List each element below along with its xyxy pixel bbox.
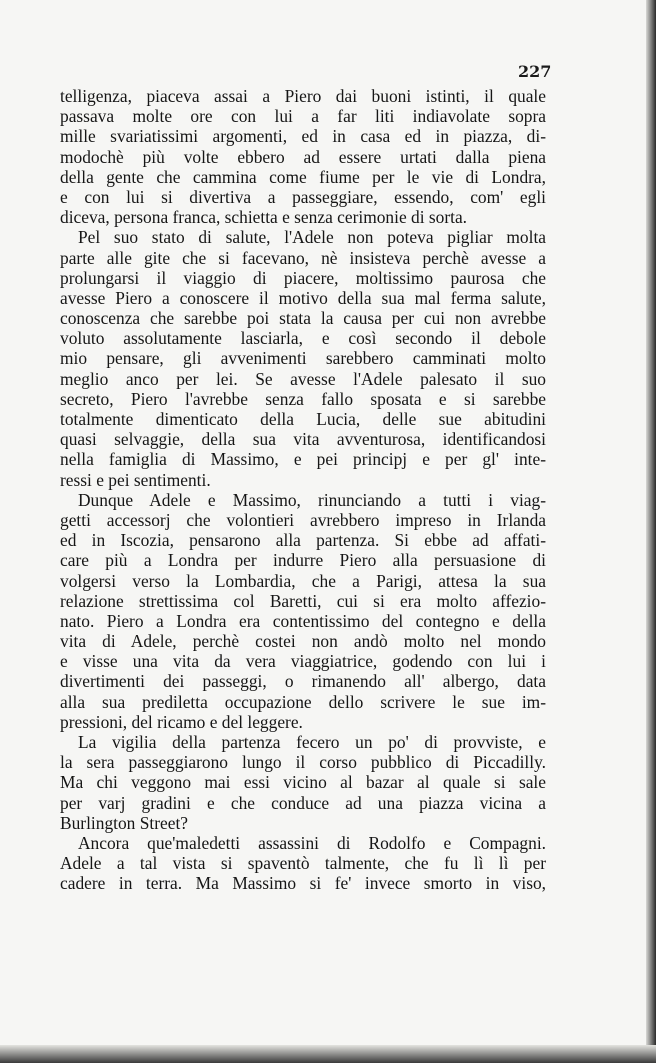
text-line: nella famiglia di Massimo, e pei principj e per gl' inte-	[60, 449, 546, 470]
text-line: passava molte ore con lui a far liti indiavolate sopra	[60, 106, 546, 127]
body-text	[60, 86, 546, 894]
paragraph	[60, 86, 546, 227]
text-line: nato. Piero a Londra era contentissimo del contegno e della	[60, 610, 546, 631]
text-line: modochè più volte ebbero ad essere urtati dalla piena	[60, 146, 546, 167]
text-line: getti accessorj che volontieri avrebbero impreso in Irlanda	[60, 509, 546, 530]
text-line: La vigilia della partenza fecero un po' di provviste, e	[78, 732, 546, 752]
text-line: volgersi verso la Lombardia, che a Parigi, attesa la sua	[60, 570, 546, 591]
text-line: parte alle gite che si facevano, nè insisteva perchè avesse a	[60, 247, 546, 268]
paragraph	[60, 490, 546, 732]
text-line: prolungarsi il viaggio di piacere, moltissimo paurosa che	[60, 267, 546, 288]
text-line: della gente che cammina come fiume per le vie di Londra,	[60, 166, 546, 187]
text-line: per varj gradini e che conduce ad una piazza vicina a	[60, 792, 546, 813]
page-edge-shadow	[646, 0, 656, 1063]
text-line: e visse una vita da vera viaggiatrice, godendo con lui i	[60, 651, 546, 672]
text-line: diceva, persona franca, schietta e senza cerimonie di sorta.	[60, 207, 468, 228]
text-line: care più a Londra per indurre Piero alla persuasione di	[60, 550, 546, 571]
text-line: Dunque Adele e Massimo, rinunciando a tutti i viag-	[78, 489, 546, 510]
text-line: la sera passeggiarono lungo il corso pubblico di Piccadilly.	[60, 752, 546, 773]
text-line: Pel suo stato di salute, l'Adele non poteva pigliar molta	[78, 227, 546, 248]
text-line: cadere in terra. Ma Massimo si fe' invece smorto in viso,	[60, 873, 546, 894]
paragraph	[60, 732, 546, 833]
text-line: conoscenza che sarebbe poi stata la causa per cui non avrebbe	[60, 308, 546, 329]
text-line: totalmente dimenticato della Lucia, delle sue abitudini	[60, 409, 546, 429]
text-line: vita di Adele, perchè costei non andò molto nel mondo	[60, 631, 546, 652]
text-line: alla sua prediletta occupazione dello scrivere le sue im-	[60, 691, 546, 712]
paragraph	[60, 227, 546, 489]
text-line: voluto assolutamente lasciarla, e così secondo il debole	[60, 328, 546, 349]
paragraph	[60, 833, 546, 894]
text-line: e con lui si divertiva a passeggiare, essendo, com' egli	[60, 186, 546, 207]
text-line: telligenza, piaceva assai a Piero dai buoni istinti, il quale	[60, 86, 546, 106]
text-line: pressioni, del ricamo e del leggere.	[60, 711, 303, 732]
text-line: relazione strettissima col Baretti, cui si era molto affezio-	[60, 590, 546, 611]
text-line: ressi e pei sentimenti.	[60, 469, 211, 490]
text-line: meglio anco per lei. Se avesse l'Adele palesato il suo	[60, 368, 546, 389]
page-number: 227	[518, 62, 552, 81]
text-line: mio pensare, gli avvenimenti sarebbero camminati molto	[60, 348, 546, 369]
text-line: avesse Piero a conoscere il motivo della sua mal ferma salute,	[60, 287, 546, 308]
text-line: ed in Iscozia, pensarono alla partenza. Si ebbe ad affati-	[60, 530, 546, 551]
text-line: quasi selvaggie, della sua vita avventurosa, identificandosi	[60, 429, 546, 450]
text-line: divertimenti dei passeggi, o rimanendo all' albergo, data	[60, 671, 546, 692]
text-line: Ancora que'maledetti assassini di Rodolfo e Compagni.	[78, 832, 546, 853]
page-bottom-shadow	[0, 1045, 656, 1063]
text-line: Ma chi veggono mai essi vicino al bazar al quale si sale	[60, 772, 546, 793]
text-line: Adele a tal vista si spaventò talmente, che fu lì lì per	[60, 853, 546, 874]
text-line: mille svariatissimi argomenti, ed in casa ed in piazza, di-	[60, 126, 546, 147]
text-line: Burlington Street?	[60, 812, 188, 833]
text-line: secreto, Piero l'avrebbe senza fallo sposata e si sarebbe	[60, 388, 546, 409]
